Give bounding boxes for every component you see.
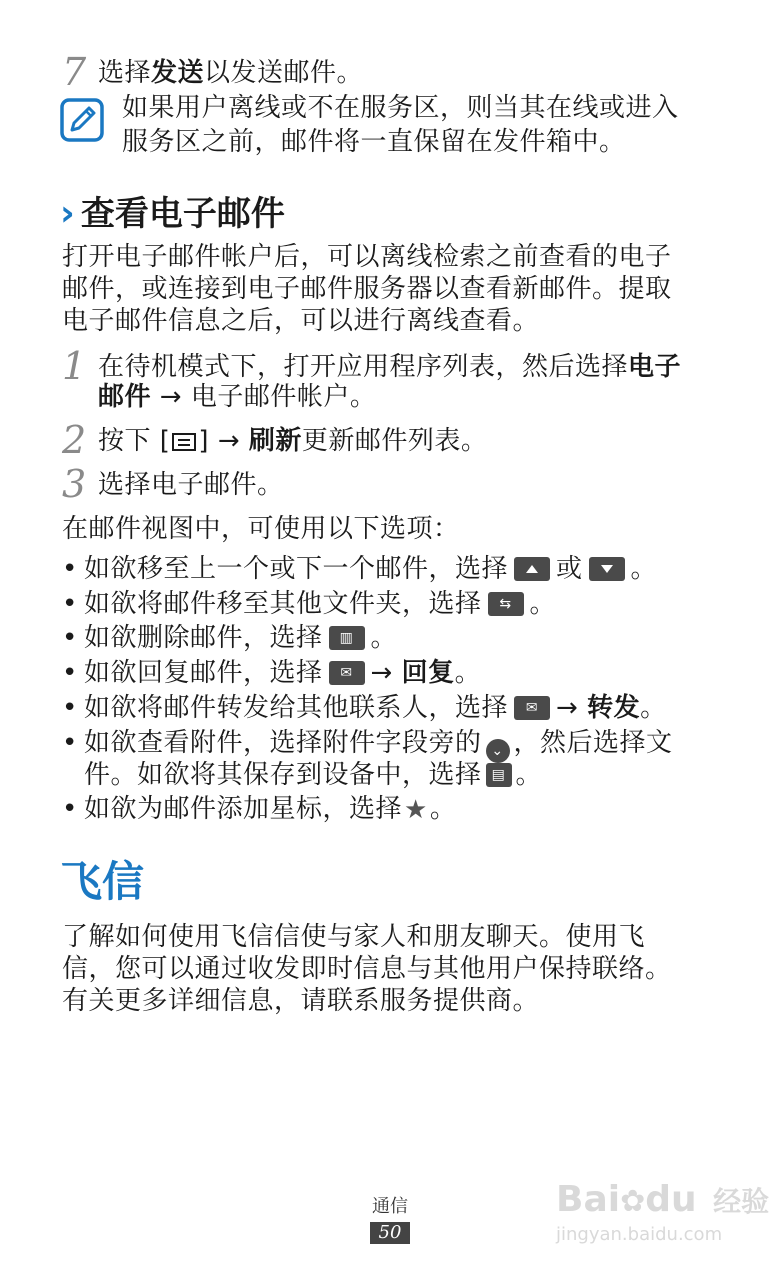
- step-2-post-2: 更新邮件列表。: [301, 426, 488, 456]
- feixin-line-2: 信，您可以通过收发即时信息与其他用户保持联络。: [62, 954, 672, 984]
- bullet-dot: •: [62, 589, 78, 619]
- section-title: 查看电子邮件: [80, 194, 285, 234]
- bullet-dot: •: [62, 658, 78, 688]
- step-7-pre: 选择: [98, 58, 152, 88]
- bullet-6-post: ，然后选择文: [513, 728, 673, 758]
- bullet-4-arrow: →: [370, 658, 393, 688]
- bullet-5: [84, 691, 667, 725]
- step-7-post: 以发送邮件。: [204, 58, 364, 88]
- bullet-7: [84, 792, 456, 827]
- intro-line-3: 电子邮件信息之后，可以进行离线查看。: [62, 306, 540, 336]
- feixin-line-1: 了解如何使用飞信信使与家人和朋友聊天。使用飞: [62, 922, 646, 952]
- bullet-3: [84, 621, 397, 655]
- step-number: 2: [62, 418, 87, 462]
- bullet-4-bold: 回复: [401, 658, 455, 688]
- page-number: 50: [370, 1222, 410, 1244]
- watermark-url: jingyan.baidu.com: [556, 1224, 723, 1245]
- delete-icon: ▥: [329, 626, 365, 650]
- note-line-2: 服务区之前，邮件将一直保留在发件箱中。: [122, 127, 626, 157]
- note-icon: [60, 98, 104, 142]
- watermark-brand: [556, 1180, 769, 1222]
- intro-line-1: 打开电子邮件帐户后，可以离线检索之前查看的电子: [62, 242, 672, 272]
- bullet-dot: •: [62, 728, 78, 758]
- step-1-line-2: [98, 380, 376, 414]
- bullet-1-mid: 或: [556, 554, 583, 584]
- bullet-7-pre: 如欲为邮件添加星标，选择: [84, 794, 403, 824]
- bullet-3-post: 。: [370, 623, 398, 653]
- intro-line-2: 邮件，或连接到电子邮件服务器以查看新邮件。提取: [62, 274, 672, 304]
- step-1-pre: 在待机模式下，打开应用程序列表，然后选择: [98, 352, 629, 382]
- bullet-dot: •: [62, 794, 78, 824]
- bullet-1: [84, 552, 657, 586]
- menu-key-icon: [172, 433, 196, 451]
- step-2-pre: 按下 [: [98, 426, 171, 456]
- feixin-title: 飞信: [60, 857, 145, 906]
- bullet-6-line-2-post: 。: [515, 760, 543, 790]
- step-1-line-1: [98, 350, 681, 384]
- bullet-5-arrow: →: [556, 693, 579, 723]
- step-2-post-1: ] →: [198, 426, 249, 456]
- bullet-dot: •: [62, 554, 78, 584]
- watermark-brand-1: Bai: [556, 1179, 621, 1220]
- step-2-text: [98, 424, 487, 458]
- bullet-7-post: 。: [429, 794, 457, 824]
- step-2-bold: 刷新: [248, 426, 302, 456]
- paw-icon: ✿: [620, 1184, 646, 1219]
- star-icon: ★: [404, 795, 428, 825]
- step-number: 1: [62, 344, 87, 388]
- step-1-bold-1: 电子: [628, 352, 682, 382]
- step-7-text: [98, 56, 363, 90]
- step-3-text: 选择电子邮件。: [98, 470, 284, 500]
- options-intro: 在邮件视图中，可使用以下选项：: [62, 514, 460, 544]
- step-1-bold-2: 邮件: [98, 382, 152, 412]
- bullet-2-pre: 如欲将邮件移至其他文件夹，选择: [84, 589, 482, 619]
- bullet-5-pre: 如欲将邮件转发给其他联系人，选择: [84, 693, 509, 723]
- bullet-6-line-2: [84, 758, 542, 792]
- watermark-cn: 经验: [713, 1185, 770, 1218]
- footer-label: 通信: [372, 1196, 408, 1217]
- bullet-4-pre: 如欲回复邮件，选择: [84, 658, 323, 688]
- bullet-1-post: 。: [630, 554, 658, 584]
- bullet-5-bold: 转发: [587, 693, 641, 723]
- bullet-dot: •: [62, 693, 78, 723]
- step-7-bold: 发送: [151, 58, 205, 88]
- bullet-6-line-2-pre: 件。如欲将其保存到设备中，选择: [84, 760, 482, 790]
- down-arrow-icon: [589, 557, 625, 581]
- bullet-2: [84, 587, 556, 621]
- bullet-6-pre: 如欲查看附件，选择附件字段旁的: [84, 728, 482, 758]
- bullet-1-pre: 如欲移至上一个或下一个邮件，选择: [84, 554, 509, 584]
- up-arrow-icon: [514, 557, 550, 581]
- step-number: 7: [62, 50, 87, 94]
- step-number: 3: [62, 462, 87, 506]
- expand-circle-icon: ⌄: [486, 739, 510, 763]
- reply-icon: ✉: [329, 661, 365, 685]
- bullet-4-post: 。: [454, 658, 482, 688]
- move-folder-icon: ⇆: [488, 592, 524, 616]
- chevron-right-icon: ›: [60, 193, 75, 234]
- bullet-4: [84, 656, 481, 690]
- forward-icon: ✉: [514, 696, 550, 720]
- watermark: [556, 1170, 770, 1260]
- bullet-2-post: 。: [529, 589, 557, 619]
- section-heading: [60, 192, 285, 236]
- bullet-5-post: 。: [640, 693, 667, 723]
- save-icon: ▤: [486, 763, 512, 787]
- note-line-1: 如果用户离线或不在服务区，则当其在线或进入: [122, 93, 679, 123]
- feixin-line-3: 有关更多详细信息，请联系服务提供商。: [62, 986, 540, 1016]
- step-1-post: → 电子邮件帐户。: [151, 382, 377, 412]
- bullet-3-pre: 如欲删除邮件，选择: [84, 623, 323, 653]
- bullet-dot: •: [62, 623, 78, 653]
- watermark-brand-2: du: [645, 1179, 697, 1220]
